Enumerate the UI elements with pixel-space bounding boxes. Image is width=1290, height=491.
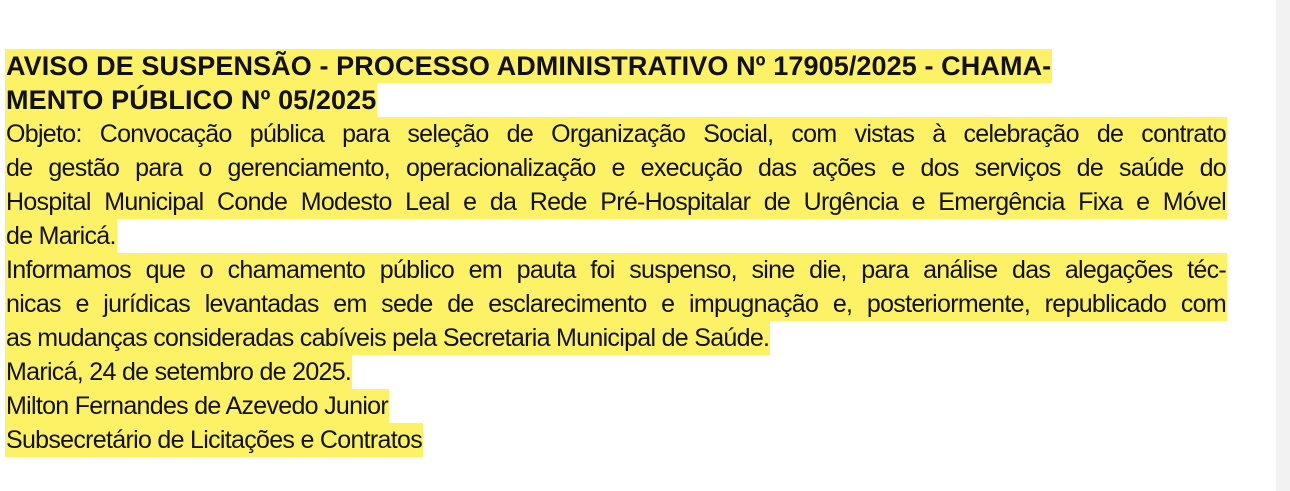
- title-line-2: MENTO PÚBLICO Nº 05/2025: [6, 85, 377, 115]
- suspension-notice: [5, 49, 1225, 457]
- object-line-2: de gestão para o gerenciamento, operacionalização e execução das ações e dos serviços de saúde do: [5, 151, 1227, 185]
- signatory-role: Subsecretário de Licitações e Contratos: [5, 423, 423, 457]
- info-line-1: Informamos que o chamamento público em pauta foi suspenso, sine die, para análise das alegações téc-: [5, 253, 1227, 287]
- object-line-1: Objeto: Convocação pública para seleção de Organização Social, com vistas à celebração de contrato: [5, 117, 1227, 151]
- object-paragraph: [5, 117, 1227, 151]
- object-line-3: Hospital Municipal Conde Modesto Leal e da Rede Pré-Hospitalar de Urgência e Emergência Fixa e Móvel: [5, 185, 1227, 219]
- date-line: Maricá, 24 de setembro de 2025.: [5, 355, 352, 389]
- object-line-4: de Maricá.: [5, 219, 117, 253]
- info-line-2: nicas e jurídicas levantadas em sede de esclarecimento e impugnação e, posteriormente, republicado com: [5, 287, 1227, 321]
- signatory-name: Milton Fernandes de Azevedo Junior: [5, 389, 389, 423]
- info-paragraph: [5, 253, 1227, 287]
- info-line-3: as mudanças consideradas cabíveis pela Secretaria Municipal de Saúde.: [5, 321, 770, 355]
- page-edge-shadow: [1276, 0, 1290, 491]
- notice-title: [5, 49, 1227, 83]
- title-line-1: AVISO DE SUSPENSÃO - PROCESSO ADMINISTRATIVO Nº 17905/2025 - CHAMA-: [6, 51, 1052, 81]
